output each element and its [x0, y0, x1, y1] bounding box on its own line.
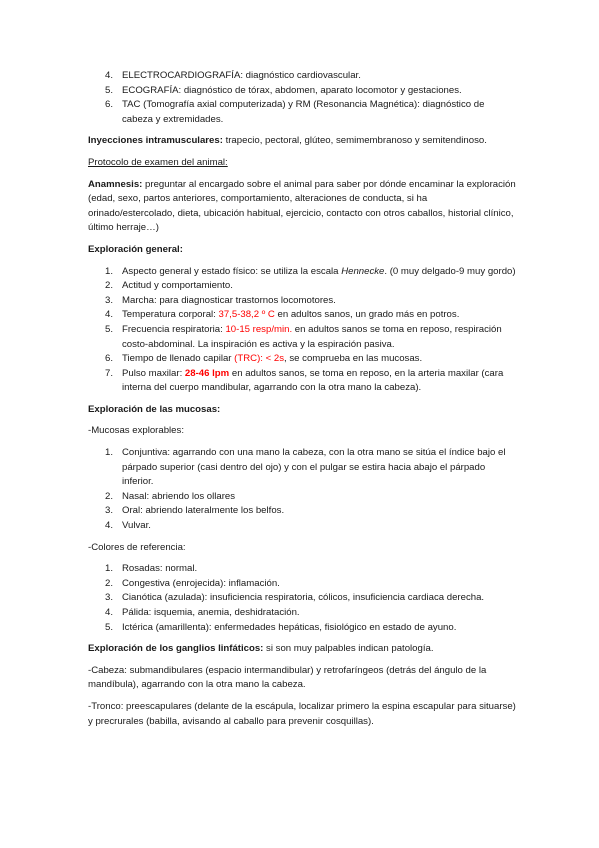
item-number: 5.	[105, 323, 114, 335]
item-text: Pulso maxilar:	[122, 367, 185, 379]
item-number: 4.	[105, 520, 114, 532]
item-text: Vulvar.	[122, 520, 151, 532]
item-number: 2.	[105, 490, 114, 502]
item-text: en adultos sanos, un grado más en potros.	[274, 309, 460, 321]
temperature-value: 37,5-38,2 º C	[218, 309, 275, 321]
colores-label: -Colores de referencia:	[88, 541, 186, 553]
item-text: Pálida: isquemia, anemia, deshidratación.	[122, 607, 300, 618]
general-exploration-list	[88, 265, 516, 396]
injections-paragraph	[88, 134, 516, 149]
item-number: 2.	[105, 280, 114, 292]
item-text: ELECTROCARDIOGRAFÍA: diagnóstico cardiovascular.	[122, 70, 361, 81]
respiratory-rate-value: 10-15 resp/min.	[225, 323, 293, 335]
ganglios-paragraph	[88, 642, 516, 657]
list-item	[88, 265, 516, 280]
item-text: Marcha: para diagnosticar trastornos locomotores.	[122, 294, 336, 306]
item-text: Ictérica (amarillenta): enfermedades hepáticas, fisiológico en estado de ayuno.	[122, 621, 457, 633]
item-number: 1.	[105, 563, 114, 575]
list-item	[88, 606, 516, 621]
list-item	[88, 591, 516, 606]
item-text: Temperatura corporal:	[122, 309, 219, 321]
ganglios-text: si son muy palpables indican patología.	[263, 643, 434, 655]
item-text: Conjuntiva: agarrando con una mano la cabeza, con la otra mano se sitúa el índice bajo el párpado superior (casi dentro del ojo) y con el pulgar se estira hacia abajo el párpado inferior.	[122, 447, 506, 488]
list-item	[88, 84, 516, 99]
item-number: 1.	[105, 265, 114, 277]
item-text: Aspecto general y estado físico: se utiliza la escala	[122, 265, 342, 277]
item-number: 7.	[105, 367, 114, 379]
item-number: 3.	[105, 592, 114, 604]
item-number: 4.	[105, 309, 114, 321]
item-number: 3.	[105, 294, 114, 306]
item-text: ECOGRAFÍA: diagnóstico de tórax, abdomen, aparato locomotor y gestaciones.	[122, 84, 462, 96]
item-number: 4.	[105, 70, 114, 81]
list-item	[88, 621, 516, 636]
item-number: 5.	[105, 84, 114, 96]
list-item	[88, 323, 516, 352]
injections-label: Inyecciones intramusculares:	[88, 135, 223, 147]
protocol-heading: Protocolo de examen del animal:	[88, 156, 228, 168]
item-text: Congestiva (enrojecida): inflamación.	[122, 577, 280, 589]
list-item	[88, 504, 516, 519]
list-item	[88, 577, 516, 592]
item-number: 3.	[105, 505, 114, 517]
item-number: 4.	[105, 607, 114, 618]
colores-list	[88, 562, 516, 635]
item-text: , se comprueba en las mucosas.	[284, 353, 423, 365]
list-item	[88, 446, 516, 490]
scale-name: Hennecke	[341, 265, 385, 277]
list-item	[88, 279, 516, 294]
explorables-list	[88, 446, 516, 534]
tronco-paragraph: -Tronco: preescapulares (delante de la escápula, localizar primero la espina escapular para situarse) y precrurales (babilla, avisando al caballo para prevenir cosquillas).	[88, 700, 516, 727]
list-item	[88, 562, 516, 577]
imaging-list	[88, 69, 516, 127]
document-content	[88, 69, 516, 729]
list-item	[88, 308, 516, 323]
item-number: 5.	[105, 621, 114, 633]
item-text: Rosadas: normal.	[122, 563, 198, 575]
item-text: . (0 muy delgado-9 muy gordo)	[384, 265, 516, 277]
general-exploration-heading: Exploración general:	[88, 243, 183, 255]
item-text: Frecuencia respiratoria:	[122, 323, 226, 335]
mucosas-heading: Exploración de las mucosas:	[88, 403, 221, 415]
list-item	[88, 69, 516, 84]
list-item	[88, 367, 516, 396]
capillary-refill-value: (TRC): < 2s	[234, 353, 285, 365]
item-number: 6.	[105, 353, 114, 365]
item-text: Tiempo de llenado capilar	[122, 353, 235, 365]
anamnesis-label: Anamnesis:	[88, 178, 143, 190]
list-item	[88, 294, 516, 309]
injections-text: trapecio, pectoral, glúteo, semimembranoso y semitendinoso.	[222, 135, 487, 147]
item-text: en adultos sanos, se toma en reposo, en la arteria maxilar (cara interna del cuerpo mandibular, agarrando con la otra mano la cabeza).	[122, 367, 504, 394]
explorables-label: -Mucosas explorables:	[88, 425, 184, 437]
item-text: Oral: abriendo lateralmente los belfos.	[122, 505, 285, 517]
item-text: en adultos sanos se toma en reposo, respiración costo-abdominal. La inspiración es activa y la espiración pasiva.	[122, 323, 502, 350]
item-text: Cianótica (azulada): insuficiencia respiratoria, cólicos, insuficiencia cardiaca derecha.	[122, 592, 485, 604]
pulse-value: 28-46 lpm	[184, 367, 230, 379]
anamnesis-paragraph	[88, 178, 516, 236]
anamnesis-text: preguntar al encargado sobre el animal para saber por dónde encaminar la exploración (edad, sexo, partos anteriores, comportamiento, alteraciones de conducta, si ha orinado/estercolado, dieta, ubicación habitual, ejercicio, contacto con otros caballos, historial clínico, último herraje…)	[88, 178, 516, 234]
list-item	[88, 98, 516, 127]
item-text: TAC (Tomografía axial computerizada) y RM (Resonancia Magnética): diagnóstico de cabeza y extremidades.	[122, 99, 485, 125]
list-item	[88, 490, 516, 505]
item-number: 6.	[105, 99, 114, 111]
list-item	[88, 352, 516, 367]
item-text: Actitud y comportamiento.	[122, 280, 233, 292]
list-item	[88, 519, 516, 534]
item-number: 2.	[105, 577, 114, 589]
cabeza-paragraph: -Cabeza: submandibulares (espacio intermandibular) y retrofaríngeos (detrás del ángulo de la mandíbula), agarrando con la otra mano la cabeza.	[88, 664, 487, 691]
item-text: Nasal: abriendo los ollares	[122, 490, 236, 502]
item-number: 1.	[105, 447, 114, 459]
ganglios-label: Exploración de los ganglios linfáticos:	[88, 643, 264, 655]
